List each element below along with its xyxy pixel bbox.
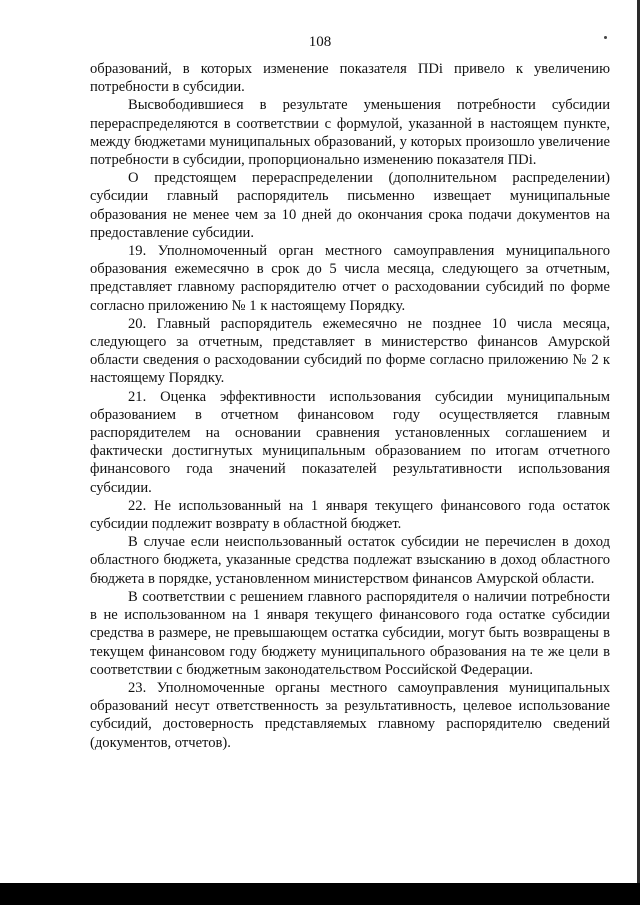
paragraph-notification: О предстоящем перераспределении (дополнительном распределении) субсидии главный распорядитель письменно извещает муниципальные образования не менее чем за 10 дней до окончания срока подачи документов на предоставление субсидии. (90, 170, 610, 241)
paragraph-redistribution: Высвободившиеся в результате уменьшения потребности субсидии перераспределяются в соответствии с формулой, указанной в настоящем пункте, между бюджетами муниципальных образований, у которых произошло увеличение потребности в субсидии, пропорционально изменению показателя ПDi. (90, 97, 610, 169)
document-body (90, 60, 610, 752)
page-number: 108 (308, 34, 332, 50)
scan-bottom-border (0, 883, 640, 905)
paragraph-19: 19. Уполномоченный орган местного самоуправления муниципального образования ежемесячно в срок до 5 числа месяца, следующего за отчетным, представляет главному распорядителю отчет о расходовании субсидий по форме согласно приложению № 1 к настоящему Порядку. (90, 243, 610, 314)
paragraph-23: 23. Уполномоченные органы местного самоуправления муниципальных образований несут ответственность за результативность, целевое использование субсидий, достоверность представляемых главному распорядителю сведений (документов, отчетов). (90, 679, 610, 751)
paragraph-continuation: образований, в которых изменение показателя ПDi привело к увеличению потребности в субсидии. (90, 61, 610, 96)
paragraph-20: 20. Главный распорядитель ежемесячно не позднее 10 числа месяца, следующего за отчетным, представляет в министерство финансов Амурской области сведения о расходовании субсидий по форме согласно приложению № 2 к настоящему Порядку. (90, 315, 610, 387)
paragraph-21: 21. Оценка эффективности использования субсидии муниципальным образованием в отчетном финансовом году осуществляется главным распорядителем на основании сравнения установленных соглашением и фактически достигнутых муниципальным образованием по итогам отчетного финансового года значений показателей результативности использования субсидии. (90, 388, 610, 496)
paragraph-22-return: В соответствии с решением главного распорядителя о наличии потребности в не использованном на 1 января текущего финансового года остатке субсидии средства в размере, не превышающем остатка субсидии, могут быть возвращены в текущем финансовом году бюджету муниципального образования на те же цели в соответствии с бюджетным законодательством Российской Федерации. (90, 588, 610, 678)
paragraph-22: 22. Не использованный на 1 января текущего финансового года остаток субсидии подлежит возврату в областной бюджет. (90, 497, 610, 533)
scan-speck (604, 36, 607, 39)
paragraph-22-recovery: В случае если неиспользованный остаток субсидии не перечислен в доход областного бюджета, указанные средства подлежат взысканию в доход областного бюджета в порядке, установленном министерством финансов Амурской области. (90, 534, 610, 587)
